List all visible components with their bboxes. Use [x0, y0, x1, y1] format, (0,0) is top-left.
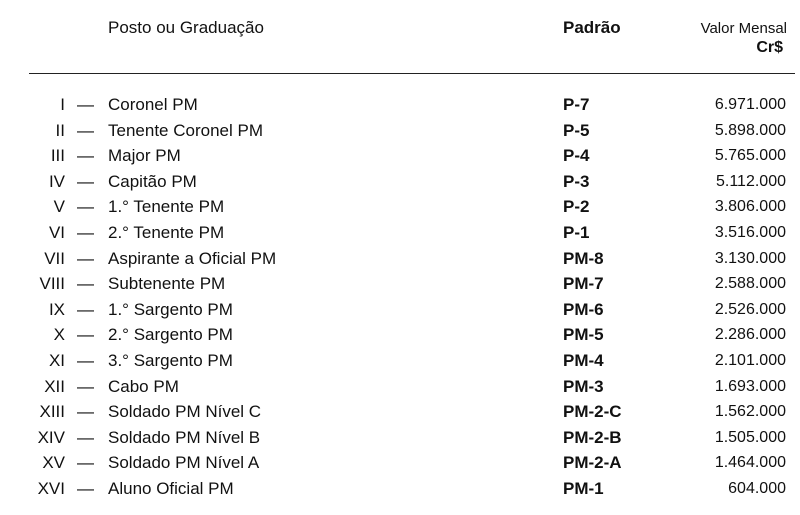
- monthly-value: 2.286.000: [714, 326, 786, 344]
- row-roman-numeral: VIII: [39, 274, 65, 294]
- rank-name: Aspirante a Oficial PM: [108, 248, 277, 268]
- rank-name: Capitão PM: [108, 171, 197, 191]
- row-dash: —: [77, 427, 94, 447]
- row-dash: —: [77, 299, 94, 319]
- row-roman-numeral: VII: [44, 248, 65, 268]
- monthly-value: 1.505.000: [714, 428, 786, 446]
- monthly-value: 5.112.000: [716, 172, 786, 190]
- row-roman-numeral: XIV: [37, 427, 65, 447]
- monthly-value: 3.130.000: [714, 249, 786, 267]
- table-row: [0, 399, 800, 425]
- grade-code: PM-3: [563, 376, 604, 396]
- monthly-value: 3.516.000: [714, 223, 786, 241]
- column-header-value: [701, 19, 787, 57]
- row-dash: —: [77, 95, 94, 114]
- grade-code: P-4: [563, 146, 590, 166]
- column-header-rank: Posto ou Graduação: [108, 18, 264, 37]
- table-row: [0, 374, 800, 400]
- grade-code: PM-6: [563, 299, 604, 319]
- row-dash: —: [77, 350, 94, 370]
- row-dash: —: [77, 478, 94, 498]
- grade-code: PM-5: [563, 325, 604, 345]
- monthly-value: 2.588.000: [714, 275, 786, 293]
- grade-code: PM-4: [563, 350, 604, 370]
- rank-name: Aluno Oficial PM: [108, 478, 234, 498]
- monthly-value: 2.101.000: [714, 351, 786, 369]
- row-roman-numeral: IV: [48, 171, 65, 191]
- monthly-value: 5.765.000: [714, 147, 786, 165]
- table-row: [0, 118, 800, 144]
- row-roman-numeral: XV: [42, 453, 65, 473]
- grade-code: PM-1: [563, 478, 604, 498]
- table-row: [0, 194, 800, 220]
- grade-code: P-1: [563, 222, 590, 242]
- grade-code: PM-8: [563, 248, 604, 268]
- rank-name: Soldado PM Nível A: [108, 453, 260, 473]
- monthly-value: 3.806.000: [714, 198, 786, 216]
- row-roman-numeral: XII: [44, 376, 65, 396]
- table-row: [0, 143, 800, 169]
- grade-code: PM-7: [563, 274, 604, 294]
- row-roman-numeral: X: [53, 325, 65, 345]
- rank-name: Tenente Coronel PM: [108, 120, 263, 140]
- rank-name: Subtenente PM: [108, 274, 226, 294]
- table-row: [0, 425, 800, 451]
- row-dash: —: [77, 325, 94, 345]
- monthly-value: 1.693.000: [714, 377, 786, 395]
- monthly-value: 1.464.000: [714, 454, 786, 472]
- row-dash: —: [77, 146, 94, 166]
- column-header-value-unit: Cr$: [756, 39, 783, 56]
- row-roman-numeral: XI: [48, 350, 65, 370]
- row-roman-numeral: IX: [48, 299, 65, 319]
- table-row: [0, 92, 800, 118]
- header-divider: [29, 73, 795, 74]
- column-header-value-label: Valor Mensal: [700, 20, 787, 37]
- row-dash: —: [77, 197, 94, 217]
- rank-name: Soldado PM Nível B: [108, 427, 261, 447]
- row-roman-numeral: V: [53, 197, 65, 217]
- row-dash: —: [77, 274, 94, 294]
- table-row: [0, 297, 800, 323]
- table-row: [0, 476, 800, 502]
- row-dash: —: [77, 402, 94, 422]
- salary-table-body: [0, 92, 800, 502]
- monthly-value: 5.898.000: [714, 121, 786, 139]
- row-roman-numeral: II: [55, 120, 65, 140]
- rank-name: Soldado PM Nível C: [108, 402, 262, 422]
- rank-name: 2.° Sargento PM: [108, 325, 233, 345]
- table-header: [0, 0, 800, 80]
- row-roman-numeral: I: [60, 95, 65, 114]
- grade-code: P-5: [563, 120, 590, 140]
- row-dash: —: [77, 222, 94, 242]
- row-roman-numeral: XVI: [37, 478, 65, 498]
- rank-name: 1.° Tenente PM: [108, 197, 225, 217]
- grade-code: P-2: [563, 197, 590, 217]
- row-roman-numeral: XIII: [39, 402, 65, 422]
- rank-name: 1.° Sargento PM: [108, 299, 233, 319]
- row-roman-numeral: VI: [48, 222, 65, 242]
- rank-name: Cabo PM: [108, 376, 179, 396]
- table-row: [0, 246, 800, 272]
- rank-name: 2.° Tenente PM: [108, 222, 225, 242]
- table-row: [0, 348, 800, 374]
- row-dash: —: [77, 120, 94, 140]
- grade-code: PM-2-C: [563, 402, 622, 422]
- row-roman-numeral: III: [50, 146, 65, 166]
- monthly-value: 6.971.000: [714, 96, 786, 113]
- row-dash: —: [77, 453, 94, 473]
- rank-name: 3.° Sargento PM: [108, 350, 233, 370]
- table-row: [0, 450, 800, 476]
- table-row: [0, 322, 800, 348]
- column-header-grade: Padrão: [563, 18, 621, 37]
- table-row: [0, 271, 800, 297]
- table-row: [0, 220, 800, 246]
- row-dash: —: [77, 248, 94, 268]
- grade-code: P-7: [563, 95, 590, 114]
- row-dash: —: [77, 376, 94, 396]
- table-row: [0, 169, 800, 195]
- grade-code: PM-2-A: [563, 453, 622, 473]
- monthly-value: 2.526.000: [714, 300, 786, 318]
- grade-code: P-3: [563, 171, 590, 191]
- row-dash: —: [77, 171, 94, 191]
- grade-code: PM-2-B: [563, 427, 622, 447]
- rank-name: Coronel PM: [108, 95, 198, 114]
- monthly-value: 604.000: [728, 479, 786, 497]
- rank-name: Major PM: [108, 146, 181, 166]
- monthly-value: 1.562.000: [714, 403, 786, 421]
